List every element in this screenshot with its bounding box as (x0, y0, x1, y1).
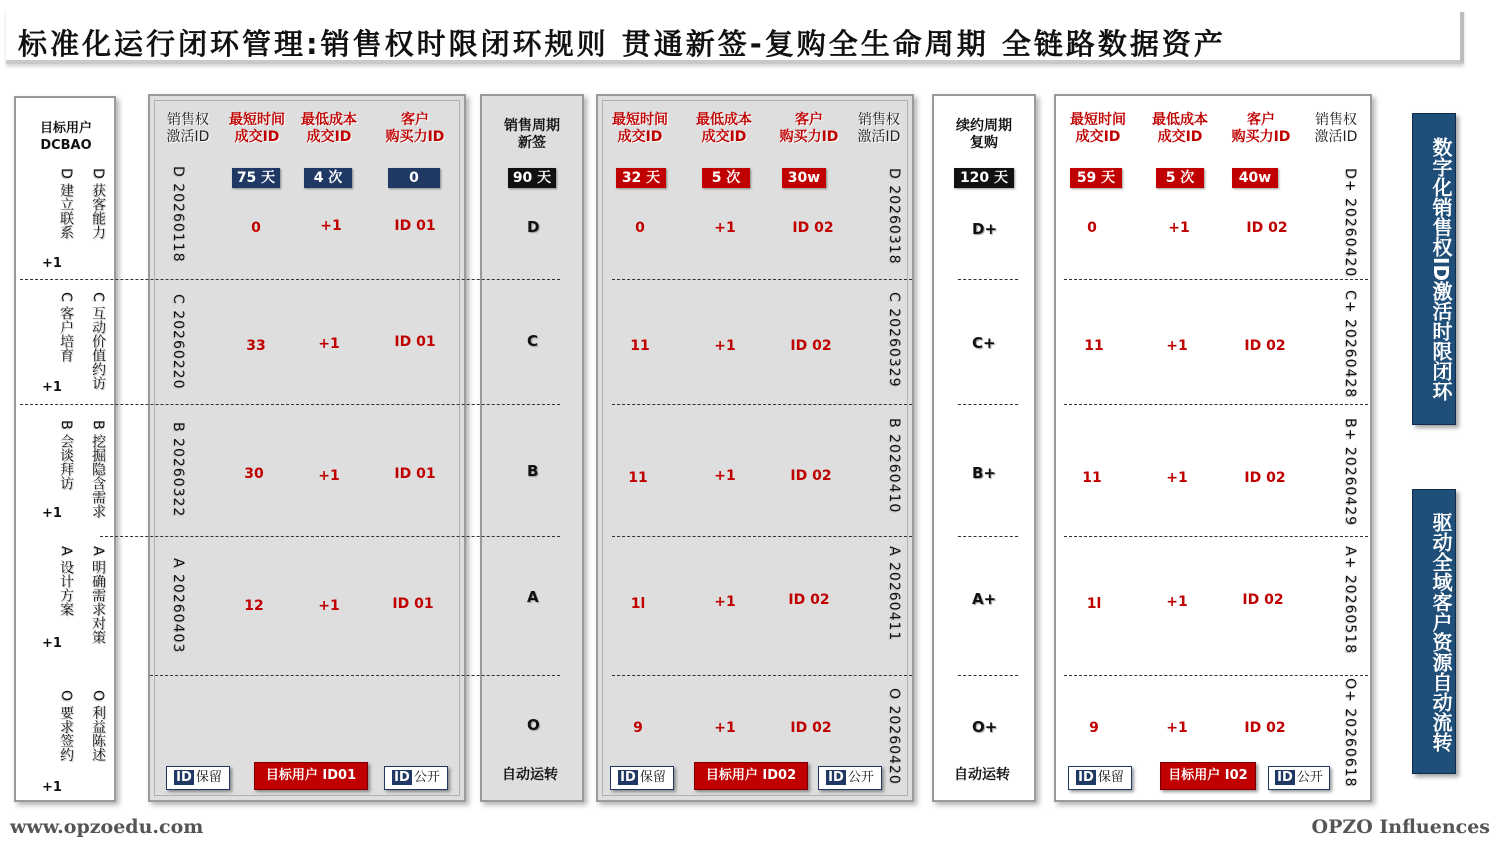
row-o-time: 9 (633, 720, 643, 736)
title-bar (6, 8, 1464, 64)
stage-label-o: O 要求签约 (58, 690, 74, 762)
row-d-cost: +1 (320, 218, 342, 234)
badge-times: 5 次 (1156, 168, 1204, 188)
stage-label-b: B 会谈拜访 (58, 420, 74, 491)
target-user-id02-button[interactable]: 目标用户 ID02 (694, 762, 808, 790)
row-divider (612, 279, 912, 280)
renewal-cycle-header: 续约周期 复购 (956, 118, 1012, 151)
target-user-panel (14, 96, 116, 802)
row-d-id: ID 01 (394, 218, 436, 234)
stage-plus-a: +1 (42, 636, 62, 651)
row-divider (100, 536, 560, 537)
stage-letter-d: D (527, 218, 540, 236)
badge-days: 32 天 (616, 168, 666, 188)
auto-run-label: 自动运转 (954, 767, 1010, 783)
header-lowest-cost: 最低成本 成交ID (301, 112, 357, 145)
row-o-id: ID 02 (790, 720, 832, 736)
row-o-id: ID 02 (1244, 720, 1286, 736)
stage-letter-o-plus: O+ (972, 718, 998, 736)
row-divider (1064, 536, 1368, 537)
row-d-id: ID 02 (792, 220, 834, 236)
badge-power: 0 (388, 168, 440, 188)
id-public-button[interactable] (1268, 766, 1330, 790)
renewal-data-panel (1054, 94, 1372, 802)
row-b-time: 30 (244, 466, 264, 482)
row-d-time: 0 (251, 220, 261, 236)
id-keep-label: 保留 (1097, 770, 1124, 785)
sales-cycle-new-panel (480, 94, 584, 802)
side-label-resource-flow: 驱动全域客户资源自动流转 (1412, 489, 1456, 774)
row-o-cost: +1 (714, 720, 736, 736)
id-keep-button[interactable] (166, 766, 230, 790)
stage-letter-b: B (527, 462, 539, 480)
date-c-plus: C+ 20260428 (1342, 290, 1358, 399)
id-keep-label: 保留 (195, 770, 222, 785)
header-lowest-cost: 最低成本 成交ID (1152, 112, 1208, 145)
badge-times: 5 次 (702, 168, 750, 188)
row-o-cost: +1 (1166, 720, 1188, 736)
date-b-plus: B+ 20260429 (1342, 418, 1358, 527)
stage-plus-o: +1 (42, 780, 62, 795)
renewal-cycle-badge: 120 天 (954, 168, 1014, 188)
row-divider (958, 404, 1018, 405)
header-lowest-cost: 最低成本 成交ID (696, 112, 752, 145)
row-b-cost: +1 (1166, 470, 1188, 486)
header-shortest-time: 最短时间 成交ID (1070, 112, 1126, 145)
header-purchasing-power: 客户 购买力ID (1231, 112, 1291, 145)
date-c: C 20260220 (170, 294, 186, 390)
action-label-a: A 明确需求对策 (90, 546, 106, 645)
side-label-activation-loop: 数字化销售权ID激活时限闭环 (1412, 113, 1456, 425)
sales-cycle-badge: 90 天 (508, 168, 556, 188)
row-divider (612, 536, 912, 537)
header-activation-id: 销售权 激活ID (1314, 112, 1358, 145)
header-shortest-time: 最短时间 成交ID (229, 112, 285, 145)
date-o-plus: O+ 20260618 (1342, 678, 1358, 788)
date-a-plus: A+ 20260518 (1342, 546, 1358, 655)
header-activation-id: 销售权 激活ID (166, 112, 210, 145)
row-a-cost: +1 (318, 598, 340, 614)
row-c-id: ID 02 (1244, 338, 1286, 354)
id-public-button[interactable] (818, 766, 882, 790)
badge-days: 59 天 (1070, 168, 1122, 188)
title-accent (1460, 12, 1464, 62)
row-d-cost: +1 (1168, 220, 1190, 236)
id-tag: ID (394, 770, 410, 785)
footer-website: www.opzoedu.com (10, 816, 204, 838)
stage-letter-c-plus: C+ (972, 334, 996, 352)
row-divider (612, 404, 912, 405)
id-tag: ID (176, 770, 192, 785)
date-a: A 20260403 (170, 558, 186, 654)
footer-brand: OPZO Influences (1311, 816, 1490, 838)
date-o: O 20260420 (886, 688, 902, 785)
stage-letter-b-plus: B+ (972, 464, 997, 482)
renewal-cycle-panel (932, 94, 1036, 802)
badge-days: 75 天 (232, 168, 280, 188)
date-d: D 20260118 (170, 166, 186, 263)
date-d-plus: D+ 20260420 (1342, 168, 1358, 278)
row-d-time: 0 (1087, 220, 1097, 236)
row-c-id: ID 01 (394, 334, 436, 350)
target-user-id01-button[interactable]: 目标用户 ID01 (254, 762, 368, 790)
stage-letter-o: O (527, 716, 540, 734)
stage-plus-d: +1 (42, 256, 62, 271)
target-user-i02-button[interactable]: 目标用户 I02 (1160, 762, 1256, 790)
id-tag: ID (620, 770, 636, 785)
stage-label-c: C 客户培育 (58, 292, 74, 363)
stage-plus-c: +1 (42, 380, 62, 395)
row-a-cost: +1 (1166, 594, 1188, 610)
stage-letter-c: C (527, 332, 539, 350)
badge-power: 40w (1232, 168, 1278, 188)
row-c-cost: +1 (318, 336, 340, 352)
row-b-time: 11 (628, 470, 648, 486)
date-b: B 20260410 (886, 418, 902, 514)
row-a-time: 1l (630, 596, 646, 612)
date-a: A 20260411 (886, 546, 902, 642)
stage-label-d: D 建立联系 (58, 168, 74, 240)
date-d: D 20260318 (886, 168, 902, 265)
new-sign-data-panel (148, 94, 466, 802)
stage-letter-a: A (527, 588, 539, 606)
id-keep-label: 保留 (639, 770, 666, 785)
row-c-id: ID 02 (790, 338, 832, 354)
sales-cycle-header: 销售周期 新签 (504, 118, 560, 151)
action-label-d: D 获客能力 (90, 168, 106, 240)
row-divider (1064, 279, 1368, 280)
id-public-label: 公开 (847, 770, 874, 785)
row-divider (20, 279, 560, 280)
row-divider (1064, 404, 1368, 405)
panel-inner-frame (154, 100, 460, 796)
row-a-time: 1l (1086, 596, 1102, 612)
row-c-time: 11 (1084, 338, 1104, 354)
row-c-cost: +1 (1166, 338, 1188, 354)
stage-label-a: A 设计方案 (58, 546, 74, 617)
id-tag: ID (1277, 770, 1293, 785)
row-divider (958, 279, 1018, 280)
target-user-header: 目标用户 DCBAO (39, 121, 92, 153)
row-c-cost: +1 (714, 338, 736, 354)
date-b: B 20260322 (170, 422, 186, 518)
row-a-id: ID 02 (1242, 592, 1284, 608)
panel-inner-frame (602, 100, 908, 796)
stage-plus-b: +1 (42, 506, 62, 521)
id-public-button[interactable] (384, 766, 448, 790)
action-label-o: O 利益陈述 (90, 690, 106, 762)
action-label-c: C 互动价值约访 (90, 292, 106, 391)
row-c-time: 33 (246, 338, 266, 354)
row-b-cost: +1 (318, 468, 340, 484)
row-divider (1064, 675, 1368, 676)
row-a-id: ID 02 (788, 592, 830, 608)
row-d-cost: +1 (714, 220, 736, 236)
row-a-cost: +1 (714, 594, 736, 610)
row-b-id: ID 01 (394, 466, 436, 482)
row-a-time: 12 (244, 598, 264, 614)
row-b-id: ID 02 (1244, 470, 1286, 486)
page-title: 标准化运行闭环管理:销售权时限闭环规则 贯通新签-复购全生命周期 全链路数据资产 (18, 27, 1226, 61)
row-d-time: 0 (635, 220, 645, 236)
header-activation-id: 销售权 激活ID (857, 112, 901, 145)
row-divider (612, 675, 912, 676)
id-tag: ID (1078, 770, 1094, 785)
row-b-time: 11 (1082, 470, 1102, 486)
stage-letter-a-plus: A+ (972, 590, 997, 608)
header-purchasing-power: 客户 购买力ID (779, 112, 839, 145)
header-shortest-time: 最短时间 成交ID (612, 112, 668, 145)
badge-times: 4 次 (304, 168, 352, 188)
row-a-id: ID 01 (392, 596, 434, 612)
row-b-id: ID 02 (790, 468, 832, 484)
row-divider (958, 536, 1018, 537)
new-sign-id02-panel (596, 94, 914, 802)
badge-power: 30w (782, 168, 826, 188)
id-keep-button[interactable] (1068, 766, 1132, 790)
header-purchasing-power: 客户 购买力ID (385, 112, 445, 145)
row-o-time: 9 (1089, 720, 1099, 736)
date-c: C 20260329 (886, 292, 902, 388)
row-b-cost: +1 (714, 468, 736, 484)
id-public-label: 公开 (413, 770, 440, 785)
stage-letter-d-plus: D+ (972, 220, 998, 238)
auto-run-label: 自动运转 (502, 767, 558, 783)
row-c-time: 11 (630, 338, 650, 354)
id-tag: ID (828, 770, 844, 785)
row-divider (20, 404, 560, 405)
row-d-id: ID 02 (1246, 220, 1288, 236)
row-divider (958, 675, 1018, 676)
id-keep-button[interactable] (610, 766, 674, 790)
action-label-b: B 挖掘隐含需求 (90, 420, 106, 519)
row-divider (150, 675, 560, 676)
id-public-label: 公开 (1296, 770, 1323, 785)
